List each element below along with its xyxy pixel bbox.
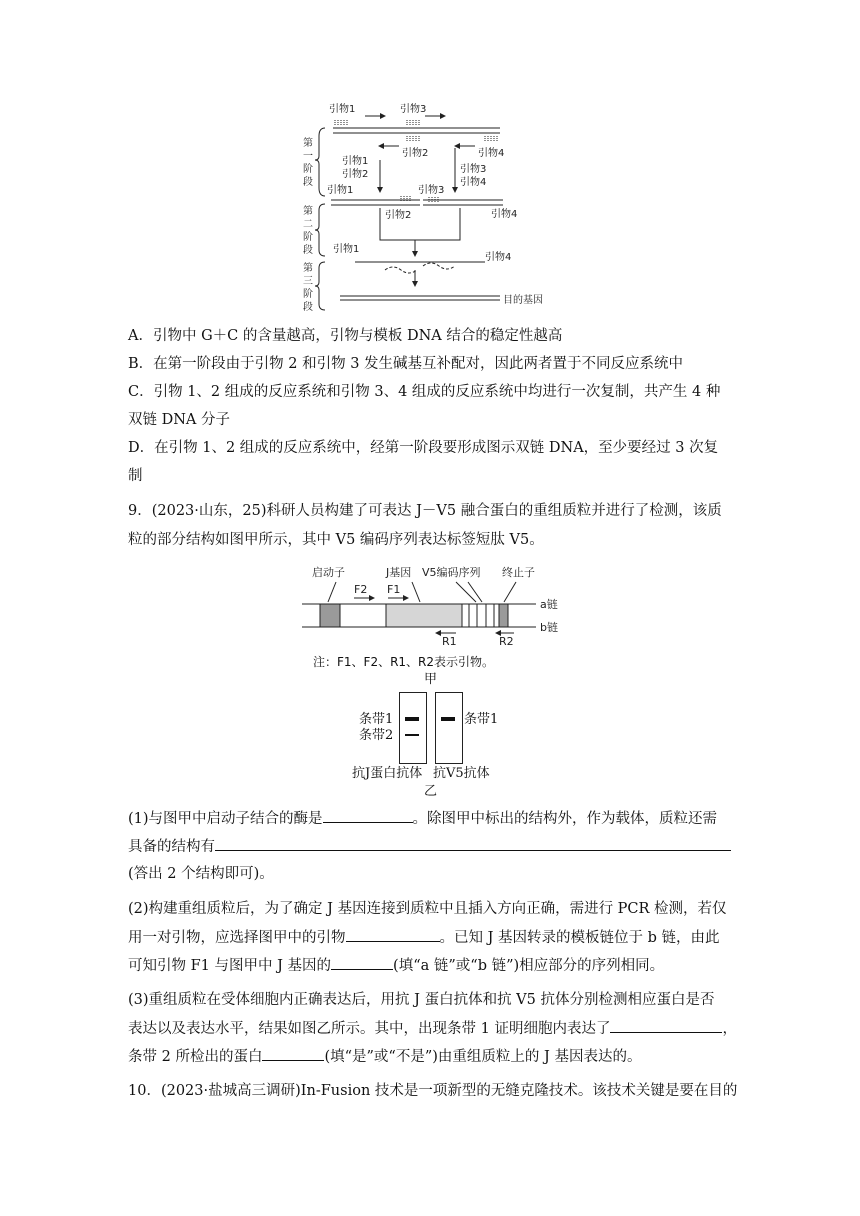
lane1-label: 抗J蛋白抗体 — [352, 766, 423, 781]
q9-p1-text-c: 具备的结构有 — [128, 839, 215, 855]
primer-f1: F1 — [387, 583, 401, 596]
primer1-label-s1: 引物1 — [327, 185, 354, 196]
q9-p3-line2 — [128, 1018, 737, 1039]
stage2-char: 阶 — [303, 232, 313, 243]
fig-jia-caption: 甲 — [424, 672, 438, 687]
primer12-label-b: 引物2 — [342, 169, 369, 180]
q9-line2: 粒的部分结构如图甲所示，其中 V5 编码序列表达标签短肽 V5。 — [128, 532, 544, 548]
fig-yi-caption: 乙 — [424, 784, 438, 799]
terminator-label: 终止子 — [502, 566, 535, 579]
primer4-label-s3: 引物4 — [485, 252, 512, 263]
b-chain-label: b链 — [540, 621, 558, 634]
stage2-char: 第 — [303, 206, 313, 217]
answer-blank[interactable] — [346, 927, 440, 942]
primer4-label: 引物4 — [478, 148, 505, 159]
answer-blank[interactable] — [262, 1046, 324, 1061]
q9-p2-line1: (2)构建重组质粒后，为了确定 J 基因连接到质粒中且插入方向正确，需进行 PCR 检测，若仅 — [128, 901, 727, 917]
primer-r2: R2 — [499, 635, 514, 648]
q9-p2-line2 — [128, 927, 720, 948]
stage2-char: 段 — [303, 245, 313, 256]
primer2-label-s2: 引物2 — [385, 210, 412, 221]
gel-band-1-left — [405, 717, 419, 721]
lane2-label: 抗V5抗体 — [433, 766, 490, 781]
option-b: B．在第一阶段由于引物 2 和引物 3 发生碱基互补配对，因此两者置于不同反应系统中 — [128, 356, 684, 372]
stage3-char: 第 — [303, 263, 313, 274]
primer1-label-s3: 引物1 — [333, 244, 360, 255]
target-gene-label: 目的基因 — [503, 295, 543, 306]
answer-blank[interactable] — [215, 836, 731, 851]
q9-p1-line3: (答出 2 个结构即可)。 — [128, 866, 274, 882]
stage3-char: 段 — [303, 302, 313, 312]
primer4-label-s2: 引物4 — [491, 209, 518, 220]
stage1-char: 阶 — [303, 164, 313, 175]
q9-p2-text-e: (填“a 链”或“b 链”)相应部分的序列相同。 — [393, 958, 665, 974]
primer3-label-s1: 引物3 — [418, 185, 445, 196]
primer-f2: F2 — [354, 583, 368, 596]
primer12-label-a: 引物1 — [342, 156, 369, 167]
band1-right-label: 条带1 — [464, 712, 499, 727]
stage1-char: 一 — [303, 151, 313, 162]
answer-blank[interactable] — [331, 955, 393, 970]
q9-p3-text-d: 条带 2 所检出的蛋白 — [128, 1049, 263, 1065]
promoter-label: 启动子 — [312, 566, 345, 579]
option-d-line2: 制 — [128, 468, 143, 484]
gel-band-2-left — [405, 734, 419, 736]
pcr-stage-diagram — [295, 100, 565, 312]
option-a: A．引物中 G＋C 的含量越高，引物与模板 DNA 结合的稳定性越高 — [128, 328, 563, 344]
fig-jia-note: 注：F1、F2、R1、R2表示引物。 — [313, 655, 495, 669]
primer34-label-a: 引物3 — [460, 164, 487, 175]
q9-p2-text-c: 。已知 J 基因转录的模板链位于 b 链，由此 — [439, 930, 720, 946]
option-d-line1: D．在引物 1、2 组成的反应系统中，经第一阶段要形成图示双链 DNA，至少要经过 3 次复 — [128, 440, 719, 456]
gel-lane-1 — [399, 692, 427, 764]
primer1-label: 引物1 — [329, 104, 356, 115]
band1-left-label: 条带1 — [359, 712, 394, 727]
q9-p2-text-b: 用一对引物，应选择图甲中的引物 — [128, 930, 346, 946]
gel-band-1-right — [441, 717, 455, 721]
q9-p3-text-c: ， — [722, 1021, 737, 1037]
primer34-label-b: 引物4 — [460, 177, 487, 188]
jgene-label: J基因 — [386, 566, 412, 579]
q9-p3-text-b: 表达以及表达水平，结果如图乙所示。其中，出现条带 1 证明细胞内表达了 — [128, 1021, 611, 1037]
q9-p1-text-b: 。除图甲中标出的结构外，作为载体，质粒还需 — [412, 811, 718, 827]
primer2-label: 引物2 — [402, 148, 429, 159]
q9-p3-line3 — [128, 1046, 641, 1067]
q9-p1-line1 — [128, 808, 717, 829]
stage1-char: 段 — [303, 177, 313, 188]
v5-seq-label: V5编码序列 — [422, 566, 481, 579]
q9-p2-text-d: 可知引物 F1 与图甲中 J 基因的 — [128, 958, 332, 974]
answer-blank[interactable] — [610, 1018, 722, 1033]
q9-p1-line2 — [128, 836, 731, 857]
answer-blank[interactable] — [323, 808, 413, 823]
a-chain-label: a链 — [540, 598, 558, 611]
q10-line1: 10．(2023·盐城高三调研)In-Fusion 技术是一项新型的无缝克隆技术。该技术关键是要在目的 — [128, 1083, 738, 1099]
primer3-label: 引物3 — [400, 104, 427, 115]
stage3-char: 三 — [303, 276, 313, 287]
q9-p1-text-a: (1)与图甲中启动子结合的酶是 — [128, 811, 323, 827]
stage1-char: 第 — [303, 138, 313, 149]
q9-p3-line1: (3)重组质粒在受体细胞内正确表达后，用抗 J 蛋白抗体和抗 V5 抗体分别检测相应蛋白是否 — [128, 992, 715, 1008]
option-c-line1: C．引物 1、2 组成的反应系统和引物 3、4 组成的反应系统中均进行一次复制，共产生 4 种 — [128, 384, 721, 400]
stage2-char: 二 — [303, 219, 313, 230]
q9-line1: 9．(2023·山东，25)科研人员构建了可表达 J－V5 融合蛋白的重组质粒并进行了检测，该质 — [128, 503, 722, 519]
option-c-line2: 双链 DNA 分子 — [128, 412, 231, 428]
primer-r1: R1 — [442, 635, 457, 648]
plasmid-structure-diagram — [296, 560, 586, 656]
q9-p3-text-e: (填“是”或“不是”)由重组质粒上的 J 基因表达的。 — [324, 1049, 642, 1065]
stage3-char: 阶 — [303, 289, 313, 300]
gel-lane-2 — [435, 692, 463, 764]
band2-left-label: 条带2 — [359, 728, 394, 743]
q9-p2-line3 — [128, 955, 664, 976]
